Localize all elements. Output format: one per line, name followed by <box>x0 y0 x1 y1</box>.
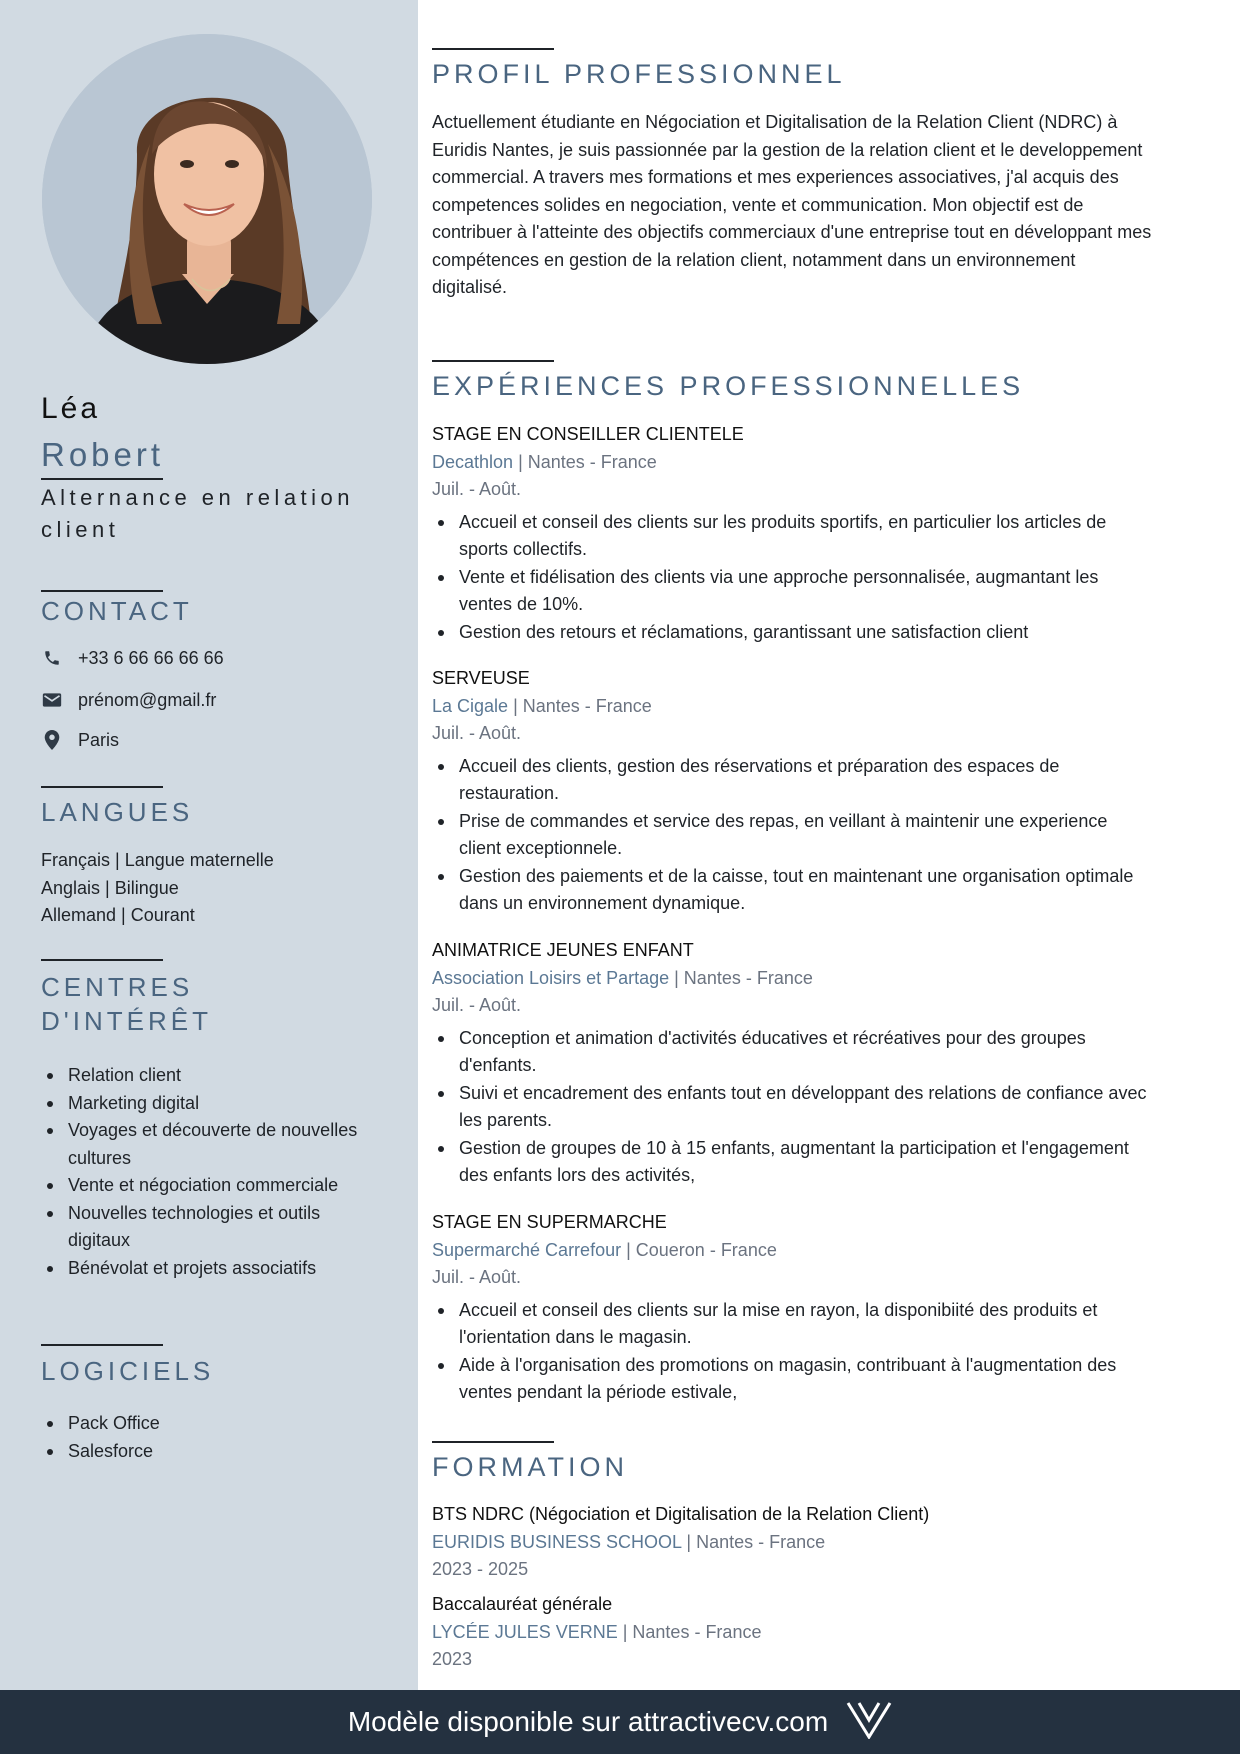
job-organisation <box>432 965 1152 993</box>
name-divider <box>41 478 163 480</box>
interet-item: Vente et négociation commerciale <box>41 1172 381 1200</box>
interet-item: Marketing digital <box>41 1090 381 1118</box>
langues-divider <box>41 786 163 788</box>
job-organisation <box>432 693 1152 721</box>
interet-item: Nouvelles technologies et outils digitaux <box>41 1200 381 1255</box>
job-company: Supermarché Carrefour <box>432 1239 622 1260</box>
job-bullets <box>432 1297 1152 1407</box>
job-bullet: Gestion de groupes de 10 à 15 enfants, augmentant la participation et l'engagement des enfants lors des activités, <box>432 1135 1152 1190</box>
job-title: ANIMATRICE JEUNES ENFANT <box>432 940 694 960</box>
job-bullets <box>432 753 1152 918</box>
job-company: Decathlon <box>432 451 514 472</box>
interets-title <box>41 970 212 1038</box>
formation-school: LYCÉE JULES VERNE <box>432 1621 618 1642</box>
job-bullet: Accueil des clients, gestion des réservations et préparation des espaces de restauration. <box>432 753 1152 808</box>
experiences-divider <box>432 360 554 362</box>
formation-entry <box>432 1591 1152 1674</box>
first-name: Léa <box>41 392 101 425</box>
job-organisation <box>432 1237 1152 1265</box>
job-company: La Cigale <box>432 695 509 716</box>
interets-divider <box>41 959 163 961</box>
job-bullet: Aide à l'organisation des promotions on magasin, contribuant à l'augmentation des ventes pendant la période estivale, <box>432 1352 1152 1407</box>
job-bullet: Gestion des paiements et de la caisse, tout en maintenant une organisation optimale dans un environnement dynamique. <box>432 863 1152 918</box>
logiciels-list <box>41 1410 381 1465</box>
profil-text: Actuellement étudiante en Négociation et Digitalisation de la Relation Client (NDRC) à Euridis Nantes, je suis passionnée par la gestion de la relation client et le developpement commercial. A travers mes formations et mes experiences associatives, j'al acquis des competences solides en negociation, vente et communication. Mon objectif est de contribuer à l'atteinte des objectifs commerciaux d'une entreprise tout en développant mes compétences en gestion de la relation client, notamment dans un environnement digitalisé. <box>432 112 1152 297</box>
job-bullets <box>432 509 1152 647</box>
formation-divider <box>432 1441 554 1443</box>
job-company: Association Loisirs et Partage <box>432 967 670 988</box>
interet-item: Bénévolat et projets associatifs <box>41 1255 381 1283</box>
interet-item: Voyages et découverte de nouvelles cultures <box>41 1117 381 1172</box>
langues-list <box>41 847 274 930</box>
contact-divider <box>41 590 163 592</box>
langue-item: Français | Langue maternelle <box>41 850 274 870</box>
experiences-title: EXPÉRIENCES PROFESSIONNELLES <box>432 371 1025 401</box>
langue-item: Anglais | Bilingue <box>41 877 179 898</box>
job-entry <box>432 1209 1152 1407</box>
footer-text: Modèle disponible sur attractivecv.com <box>347 1706 829 1737</box>
interets-title-line2: D'INTÉRÊT <box>41 1006 212 1036</box>
footer-banner <box>0 1690 1240 1754</box>
logiciels-title: LOGICIELS <box>41 1356 215 1386</box>
profil-divider <box>432 48 554 50</box>
job-bullet: Conception et animation d'activités éducatives et récréatives pour des groupes d'enfants. <box>432 1025 1152 1080</box>
job-bullet: Vente et fidélisation des clients via une approche personnalisée, augmantant les ventes de 10%. <box>432 564 1152 619</box>
logiciel-item: Pack Office <box>41 1410 381 1438</box>
job-entry <box>432 421 1152 646</box>
formation-organisation <box>432 1529 1152 1557</box>
portrait-illustration <box>42 34 372 364</box>
location-text: Paris <box>78 729 120 750</box>
job-date: Juil. - Août. <box>432 1267 522 1287</box>
formation-place: | Nantes - France <box>681 1531 826 1552</box>
email-address: prénom@gmail.fr <box>78 689 217 710</box>
job-bullet: Prise de commandes et service des repas, en veillant à maintenir une experience client exceptionnele. <box>432 808 1152 863</box>
tagline: Alternance en relation client <box>41 485 355 542</box>
langue-item: Allemand | Courant <box>41 905 195 925</box>
profil-title: PROFIL PROFESSIONNEL <box>432 59 846 89</box>
location-pin-icon <box>41 729 63 751</box>
job-place: | Nantes - France <box>508 695 652 716</box>
last-name: Robert <box>41 436 165 473</box>
formation-date: 2023 <box>432 1649 473 1669</box>
formation-degree: BTS NDRC (Négociation et Digitalisation de la Relation Client) <box>432 1504 930 1524</box>
job-title: SERVEUSE <box>432 668 530 688</box>
job-entry <box>432 665 1152 918</box>
job-date: Juil. - Août. <box>432 479 522 499</box>
contact-phone <box>41 645 224 671</box>
formation-entry <box>432 1501 1152 1584</box>
formation-title: FORMATION <box>432 1452 628 1482</box>
interet-item: Relation client <box>41 1062 381 1090</box>
job-title: STAGE EN CONSEILLER CLIENTELE <box>432 424 744 444</box>
phone-number: +33 6 66 66 66 66 <box>78 647 224 668</box>
job-organisation <box>432 449 1152 477</box>
job-title: STAGE EN SUPERMARCHE <box>432 1212 667 1232</box>
job-bullet: Accueil et conseil des clients sur la mise en rayon, la disponibiité des produits et l'orientation dans le magasin. <box>432 1297 1152 1352</box>
formation-organisation <box>432 1619 1152 1647</box>
phone-icon <box>41 647 63 669</box>
langues-title: LANGUES <box>41 797 194 827</box>
logiciel-item: Salesforce <box>41 1438 381 1466</box>
mail-icon <box>41 689 63 711</box>
attractivecv-logo-icon <box>846 1701 892 1744</box>
formation-place: | Nantes - France <box>617 1621 762 1642</box>
profile-photo <box>42 34 372 364</box>
job-place: | Coueron - France <box>621 1239 777 1260</box>
job-date: Juil. - Août. <box>432 995 522 1015</box>
job-date: Juil. - Août. <box>432 723 522 743</box>
job-bullets <box>432 1025 1152 1190</box>
logiciels-divider <box>41 1344 163 1346</box>
formation-degree: Baccalauréat générale <box>432 1594 613 1614</box>
formation-school: EURIDIS BUSINESS SCHOOL <box>432 1531 682 1552</box>
job-bullet: Suivi et encadrement des enfants tout en développant des relations de confiance avec les parents. <box>432 1080 1152 1135</box>
contact-email <box>41 687 216 713</box>
interets-list <box>41 1062 381 1282</box>
contact-location <box>41 727 119 753</box>
formation-date: 2023 - 2025 <box>432 1559 529 1579</box>
contact-title: CONTACT <box>41 596 193 626</box>
interets-title-line1: CENTRES <box>41 972 194 1002</box>
job-place: | Nantes - France <box>513 451 657 472</box>
job-place: | Nantes - France <box>669 967 813 988</box>
job-bullet: Accueil et conseil des clients sur les produits sportifs, en particulier los articles de sports collectifs. <box>432 509 1152 564</box>
job-bullet: Gestion des retours et réclamations, garantissant une satisfaction client <box>432 619 1152 647</box>
job-entry <box>432 937 1152 1190</box>
